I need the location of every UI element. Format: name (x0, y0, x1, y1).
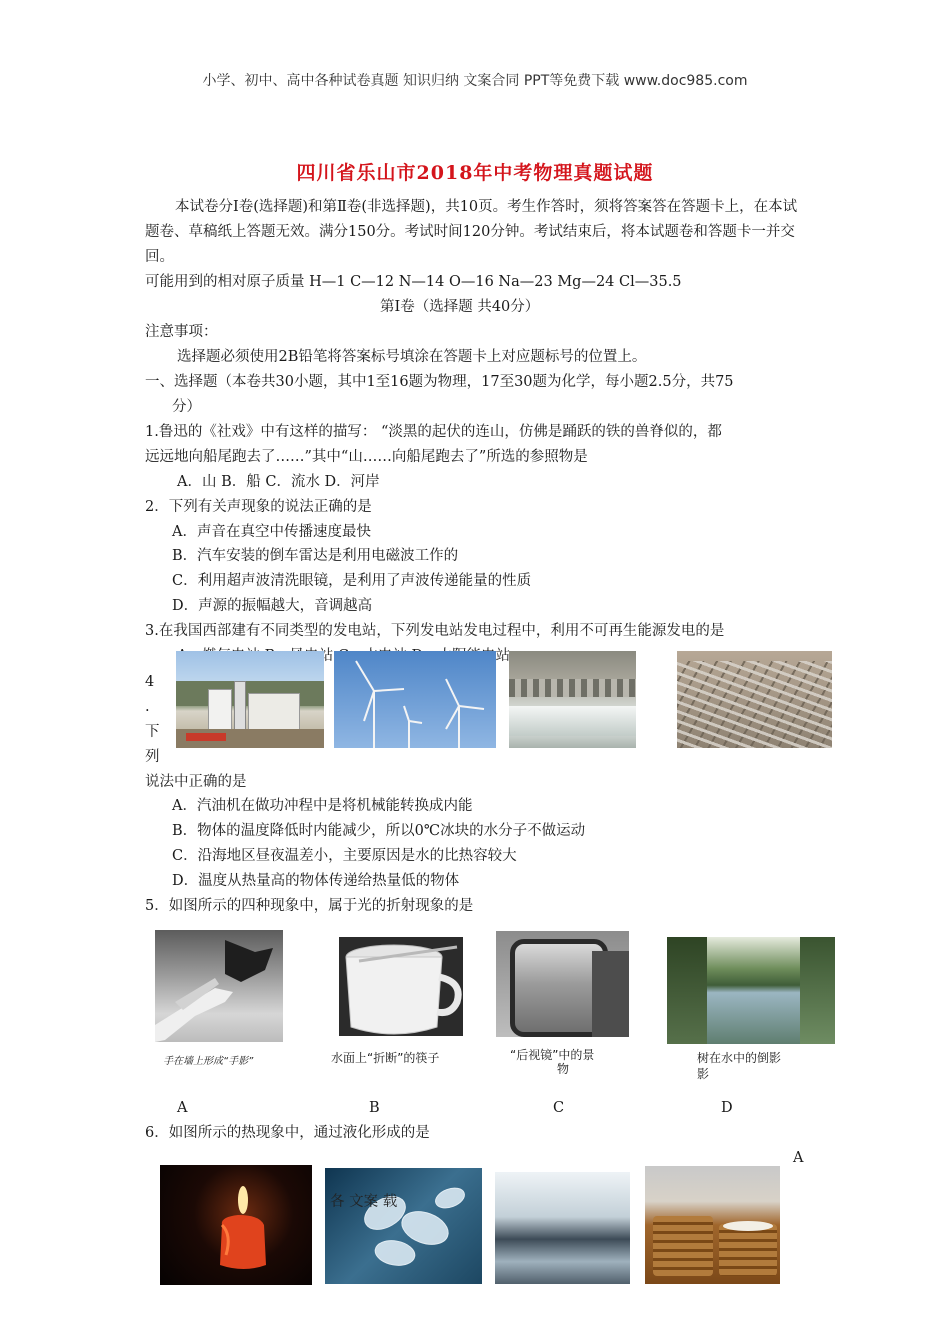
q5-letter-b: B (369, 1100, 380, 1116)
q5-caption-c: “后视镜”中的景 (510, 1048, 595, 1062)
q4-stem-cont: 说法中正确的是 (145, 774, 247, 790)
q5-stem: 5．如图所示的四种现象中，属于光的折射现象的是 (145, 898, 474, 914)
page-header: 小学、初中、高中各种试卷真题 知识归纳 文案合同 PPT等免费下载 www.doc985.com (202, 73, 748, 89)
q4-option-b: B．物体的温度降低时内能减少，所以0℃冰块的水分子不做运动 (172, 823, 586, 839)
q5-letter-a: A (177, 1100, 188, 1116)
q2-option-c: C．利用超声波清洗眼镜，是利用了声波传递能量的性质 (172, 573, 532, 589)
q3-stem: 3.在我国西部建有不同类型的发电站，下列发电站发电过程中，利用不可再生能源发电的是 (145, 623, 725, 639)
q5-caption-a: 手在墙上形成“手影” (163, 1056, 254, 1067)
q1-line1: 1.鲁迅的《社戏》中有这样的描写： “淡黑的起伏的连山，仿佛是踊跃的铁的兽脊似的，都 (145, 424, 722, 440)
gas-power-station-image (176, 651, 324, 748)
wind-power-station-image (334, 651, 496, 748)
q5-caption-b: 水面上“折断”的筷子 (331, 1051, 440, 1065)
solar-power-station-image (677, 651, 832, 748)
q6-stem: 6．如图所示的热现象中，通过液化形成的是 (145, 1125, 430, 1141)
q2-option-b: B．汽车安装的倒车雷达是利用电磁波工作的 (172, 548, 459, 564)
q6-stray-letter: A (793, 1150, 804, 1166)
q1-line2: 远远地向船尾跑去了……”其中“山……向船尾跑去了”所选的参照物是 (145, 449, 588, 465)
tree-reflection-image (667, 937, 835, 1044)
atomic-mass-line: 可能用到的相对原子质量 H—1 C—12 N—14 O—16 Na—23 Mg—24 Cl—35.5 (145, 274, 682, 290)
hydro-power-station-image (509, 651, 636, 748)
q5-caption-d: 树在水中的倒影 (697, 1051, 782, 1065)
q4-number: 4 (145, 674, 155, 690)
q4-option-a: A．汽油机在做功冲程中是将机械能转换成内能 (172, 798, 473, 814)
notice-label: 注意事项： (145, 324, 218, 340)
section-title: 第Ⅰ卷（选择题 共40分） (380, 299, 540, 315)
q4-option-c: C．沿海地区昼夜温差小，主要原因是水的比热容较大 (172, 848, 517, 864)
rearview-mirror-image (496, 931, 629, 1037)
notice-text: 选择题必须使用2B铅笔将答案标号填涂在答题卡上对应题标号的位置上。 (177, 349, 647, 365)
q4-option-d: D．温度从热量高的物体传递给热量低的物体 (172, 873, 460, 889)
candle-image (160, 1165, 312, 1285)
q2-option-a: A．声音在真空中传播速度最快 (172, 524, 371, 540)
q4-dot: . (145, 699, 150, 715)
q4-char2: 列 (145, 749, 160, 765)
page-title: 四川省乐山市2018年中考物理真题试题 (296, 162, 654, 184)
intro-paragraph: 本试卷分Ⅰ卷(选择题)和第Ⅱ卷(非选择题)，共10页。考生作答时，须将答案答在答题卡上，在本试题卷、草稿纸上答题无效。满分150分。考试时间120分钟。考试结束后，将本试题卷和答题卡一并交回。 (145, 199, 798, 265)
q2-option-d: D．声源的振幅越大，音调越高 (172, 598, 373, 614)
q5-letter-d: D (721, 1100, 733, 1116)
part-one-heading-cont: 分） (172, 399, 201, 415)
q2-stem: 2．下列有关声现象的说法正确的是 (145, 499, 372, 515)
frost-leaves-image (325, 1168, 482, 1284)
q4-char1: 下 (145, 724, 160, 740)
q1-options: A．山 B．船 C．流水 D．河岸 (177, 474, 380, 490)
q6-overlap-watermark-text: 各 文案 载 (330, 1194, 398, 1210)
hand-shadow-image (155, 930, 283, 1042)
part-one-heading: 一、选择题（本卷共30小题，其中1至16题为物理，17至30题为化学，每小题2.5分，共75 (145, 374, 734, 390)
ice-stream-image (495, 1172, 630, 1284)
bent-chopsticks-image (339, 937, 463, 1036)
steamer-image (645, 1166, 780, 1284)
q5-letter-c: C (553, 1100, 565, 1116)
q5-caption-d-cont: 影 (697, 1067, 710, 1081)
q5-caption-c-cont: 物 (557, 1062, 570, 1076)
